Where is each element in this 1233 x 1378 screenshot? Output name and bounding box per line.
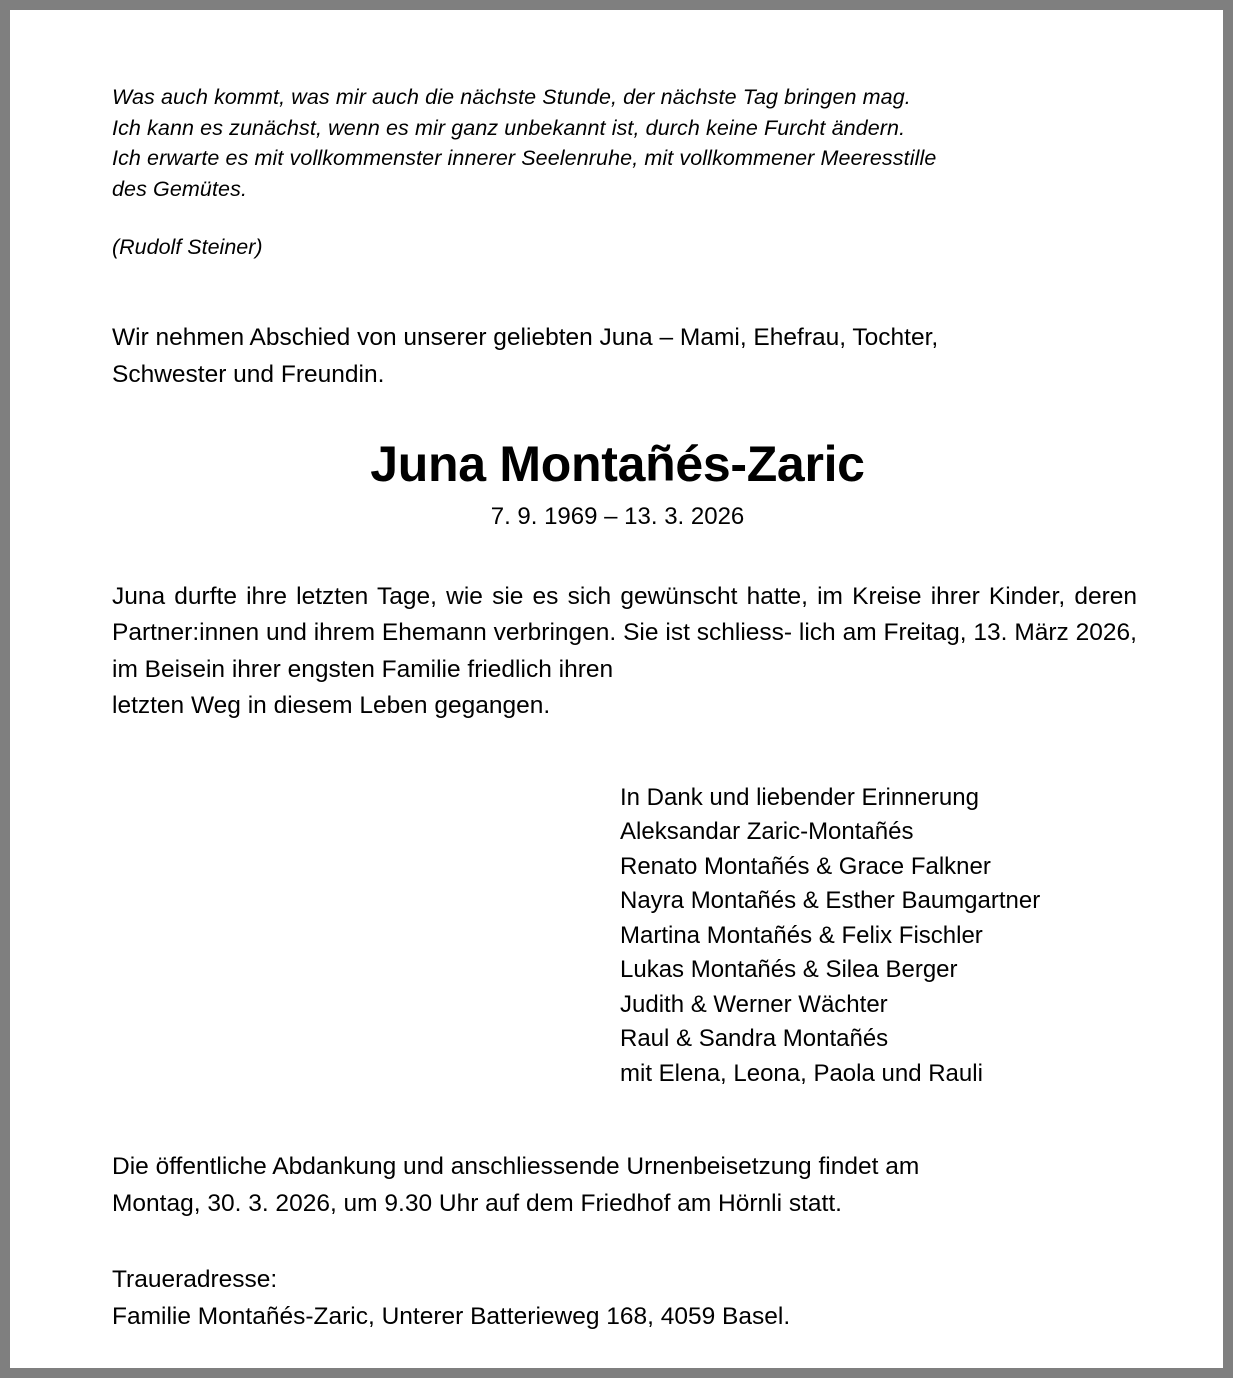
- intro-paragraph: [112, 319, 1137, 393]
- deceased-dates: 7. 9. 1969 – 13. 3. 2026: [490, 502, 745, 530]
- family-list-item: mit Elena, Leona, Paola und Rauli: [620, 1059, 983, 1087]
- family-list-item: Lukas Montañés & Silea Berger: [620, 956, 958, 983]
- body-paragraph: [112, 579, 1137, 725]
- ceremony-text-last-line: Montag, 30. 3. 2026, um 9.30 Uhr auf dem Friedhof am Hörnli statt.: [112, 1189, 842, 1217]
- mourning-address-block: [112, 1262, 1123, 1335]
- quote-line: Ich kann es zunächst, wenn es mir ganz unbekannt ist, durch keine Furcht ändern.: [112, 115, 906, 140]
- family-list: [620, 781, 1123, 1092]
- quote-line: Ich erwarte es mit vollkommenster innerer Seelenruhe, mit vollkommener Meeresstille: [112, 146, 937, 170]
- quote-line: Was auch kommt, was mir auch die nächste Stunde, der nächste Tag bringen mag.: [112, 85, 911, 109]
- mourning-address-value: Familie Montañés-Zaric, Unterer Batterieweg 168, 4059 Basel.: [112, 1302, 791, 1330]
- intro-text-last-line: Schwester und Freundin.: [112, 360, 385, 388]
- body-text: Juna durfte ihre letzten Tage, wie sie es sich gewünscht hatte, im Kreise ihrer Kinder, deren Partner:innen und ihrem Ehemann verbringen. Sie ist schliess- lich am Freitag, 13. März 2026, im Beisein ihrer engsten Familie friedlich ihren: [112, 582, 1137, 683]
- family-list-item: Raul & Sandra Montañés: [620, 1025, 889, 1052]
- ceremony-paragraph: [112, 1149, 1134, 1222]
- family-list-item: In Dank und liebender Erinnerung: [620, 783, 979, 811]
- mourning-address-label: Traueradresse:: [112, 1266, 278, 1293]
- family-list-item: Judith & Werner Wächter: [620, 990, 888, 1018]
- deceased-name: Juna Montañés-Zaric: [370, 435, 865, 492]
- quote-author: (Rudolf Steiner): [112, 235, 263, 259]
- quote-line: des Gemütes.: [112, 176, 248, 201]
- body-text-last-line: letzten Weg in diesem Leben gegangen.: [112, 692, 551, 719]
- obituary-card: [10, 10, 1223, 1368]
- family-list-item: Nayra Montañés & Esther Baumgartner: [620, 887, 1041, 914]
- family-list-item: Martina Montañés & Felix Fischler: [620, 921, 983, 949]
- family-list-item: Aleksandar Zaric-Montañés: [620, 818, 914, 845]
- family-list-item: Renato Montañés & Grace Falkner: [620, 852, 991, 880]
- intro-text: Wir nehmen Abschied von unserer geliebten Juna – Mami, Ehefrau, Tochter,: [112, 323, 939, 351]
- ceremony-text: Die öffentliche Abdankung und anschliessende Urnenbeisetzung findet am: [112, 1153, 920, 1180]
- quote-block: [112, 82, 1123, 204]
